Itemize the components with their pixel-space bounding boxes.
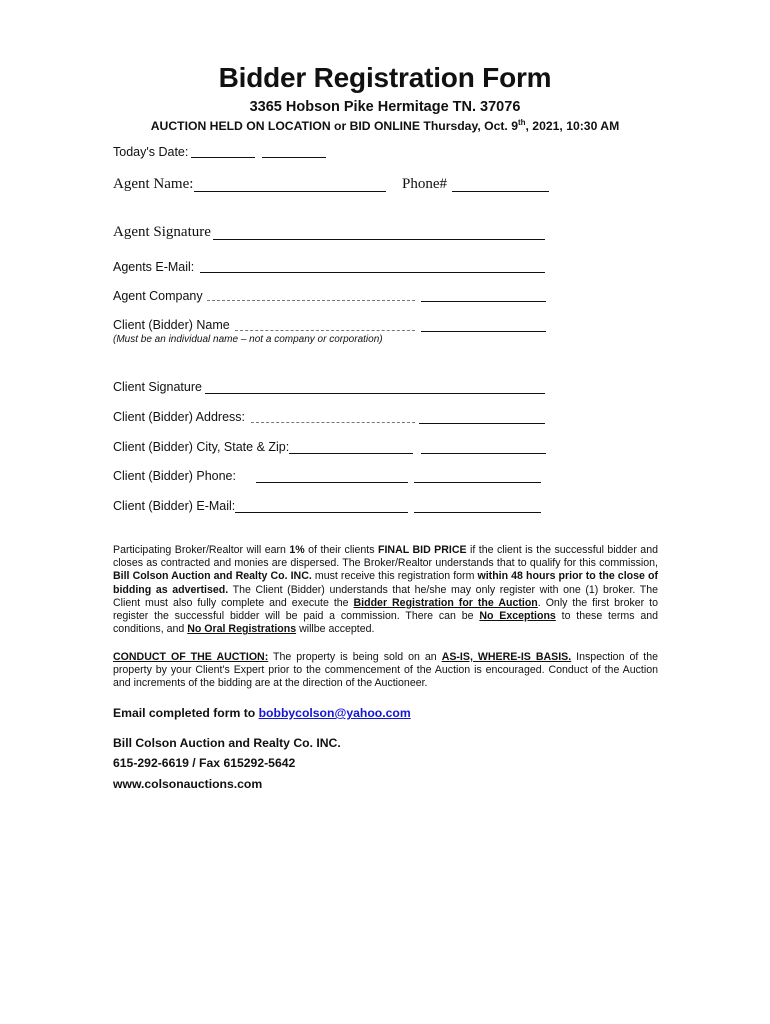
terms-no-oral: No Oral Registrations bbox=[187, 623, 297, 636]
terms-no-exceptions: No Exceptions bbox=[479, 610, 556, 623]
conduct-as-is: AS-IS, WHERE-IS BASIS. bbox=[441, 651, 572, 663]
terms-text: must receive this registration form bbox=[311, 570, 478, 583]
client-signature-line[interactable] bbox=[205, 393, 545, 394]
client-address-dash bbox=[251, 422, 415, 423]
terms-company: Bill Colson Auction and Realty Co. INC. bbox=[113, 570, 312, 583]
auction-date-line bbox=[0, 118, 770, 133]
client-name-dash bbox=[235, 330, 415, 331]
client-phone-line-2[interactable] bbox=[414, 482, 541, 483]
company-name: Bill Colson Auction and Realty Co. INC. bbox=[113, 736, 341, 750]
client-name-label: Client (Bidder) Name bbox=[113, 318, 230, 332]
terms-text: of their clients bbox=[304, 544, 379, 556]
terms-deadline: within 48 hours prior to the close of bidding as advertised. bbox=[113, 570, 658, 596]
conduct-text: The property is being sold on an bbox=[268, 651, 442, 663]
website: www.colsonauctions.com bbox=[113, 777, 263, 791]
client-email-line-2[interactable] bbox=[414, 512, 541, 513]
terms-text: . Only the first broker to register the successful bidder will be paid a commission. There can be bbox=[113, 596, 658, 623]
client-city-line-2[interactable] bbox=[421, 453, 546, 454]
agent-signature-line[interactable] bbox=[213, 239, 545, 240]
client-phone-label: Client (Bidder) Phone: bbox=[113, 469, 236, 483]
agents-email-label: Agents E-Mail: bbox=[113, 260, 195, 274]
client-address-label: Client (Bidder) Address: bbox=[113, 410, 246, 424]
terms-bidder-registration: Bidder Registration for the Auction bbox=[353, 596, 538, 609]
agent-signature-label: Agent Signature bbox=[113, 224, 211, 240]
terms-text: to these terms and conditions, and bbox=[113, 610, 658, 636]
auction-date-superscript: th bbox=[517, 118, 526, 127]
conduct-heading: CONDUCT OF THE AUCTION: bbox=[113, 651, 269, 663]
terms-text: Participating Broker/Realtor will earn bbox=[113, 544, 290, 556]
terms-text: if the client is the successful bidder and closes as contracted and monies are dispersed. The Broker/Realtor understands that to qualify for this commission, bbox=[113, 544, 658, 570]
client-city-label: Client (Bidder) City, State & Zip: bbox=[113, 440, 290, 454]
terms-text: willbe accepted. bbox=[296, 623, 375, 636]
client-address-line[interactable] bbox=[419, 423, 545, 424]
form-title: Bidder Registration Form bbox=[218, 62, 552, 93]
todays-date-line-2[interactable] bbox=[262, 157, 326, 158]
phone-fax: 615-292-6619 / Fax 615292-5642 bbox=[113, 756, 296, 770]
email-instruction-text: Email completed form to bbox=[113, 706, 259, 720]
client-email-label: Client (Bidder) E-Mail: bbox=[113, 499, 236, 513]
terms-bold: FINAL BID PRICE bbox=[378, 544, 467, 556]
agent-name-label: Agent Name: bbox=[113, 176, 194, 192]
phone-line[interactable] bbox=[452, 191, 549, 192]
agent-name-line[interactable] bbox=[194, 191, 386, 192]
todays-date-line-1[interactable] bbox=[191, 157, 255, 158]
todays-date-label: Today's Date: bbox=[113, 145, 189, 159]
client-signature-label: Client Signature bbox=[113, 380, 202, 394]
auction-address: 3365 Hobson Pike Hermitage TN. 37076 bbox=[249, 99, 521, 115]
conduct-text: Inspection of the property by your Client's Expert prior to the commencement of the Auction is encouraged. Conduct of the Auction and increments of the bidding are at the direction of the Auctioneer. bbox=[113, 651, 659, 690]
terms-bold: 1% bbox=[289, 544, 305, 556]
agent-company-dash bbox=[207, 300, 415, 301]
client-name-line[interactable] bbox=[421, 331, 546, 332]
client-email-line-1[interactable] bbox=[235, 512, 408, 513]
client-name-note: (Must be an individual name – not a company or corporation) bbox=[113, 334, 383, 345]
agent-company-line[interactable] bbox=[421, 301, 546, 302]
client-city-line-1[interactable] bbox=[289, 453, 413, 454]
email-instruction bbox=[113, 706, 411, 720]
agent-company-label: Agent Company bbox=[113, 289, 203, 303]
auction-date-time: , 2021, 10:30 AM bbox=[525, 119, 620, 134]
client-phone-line-1[interactable] bbox=[256, 482, 408, 483]
phone-label: Phone# bbox=[402, 176, 447, 192]
agents-email-line[interactable] bbox=[200, 272, 545, 273]
conduct-paragraph bbox=[113, 651, 658, 691]
commission-terms-paragraph bbox=[113, 544, 658, 636]
auction-date-text: AUCTION HELD ON LOCATION or BID ONLINE Thursday, Oct. 9 bbox=[150, 119, 518, 134]
email-link[interactable]: bobbycolson@yahoo.com bbox=[258, 706, 411, 720]
terms-text: The Client (Bidder) understands that he/she may only register with one (1) broker. The Client must also fully complete and execute the bbox=[113, 583, 658, 609]
